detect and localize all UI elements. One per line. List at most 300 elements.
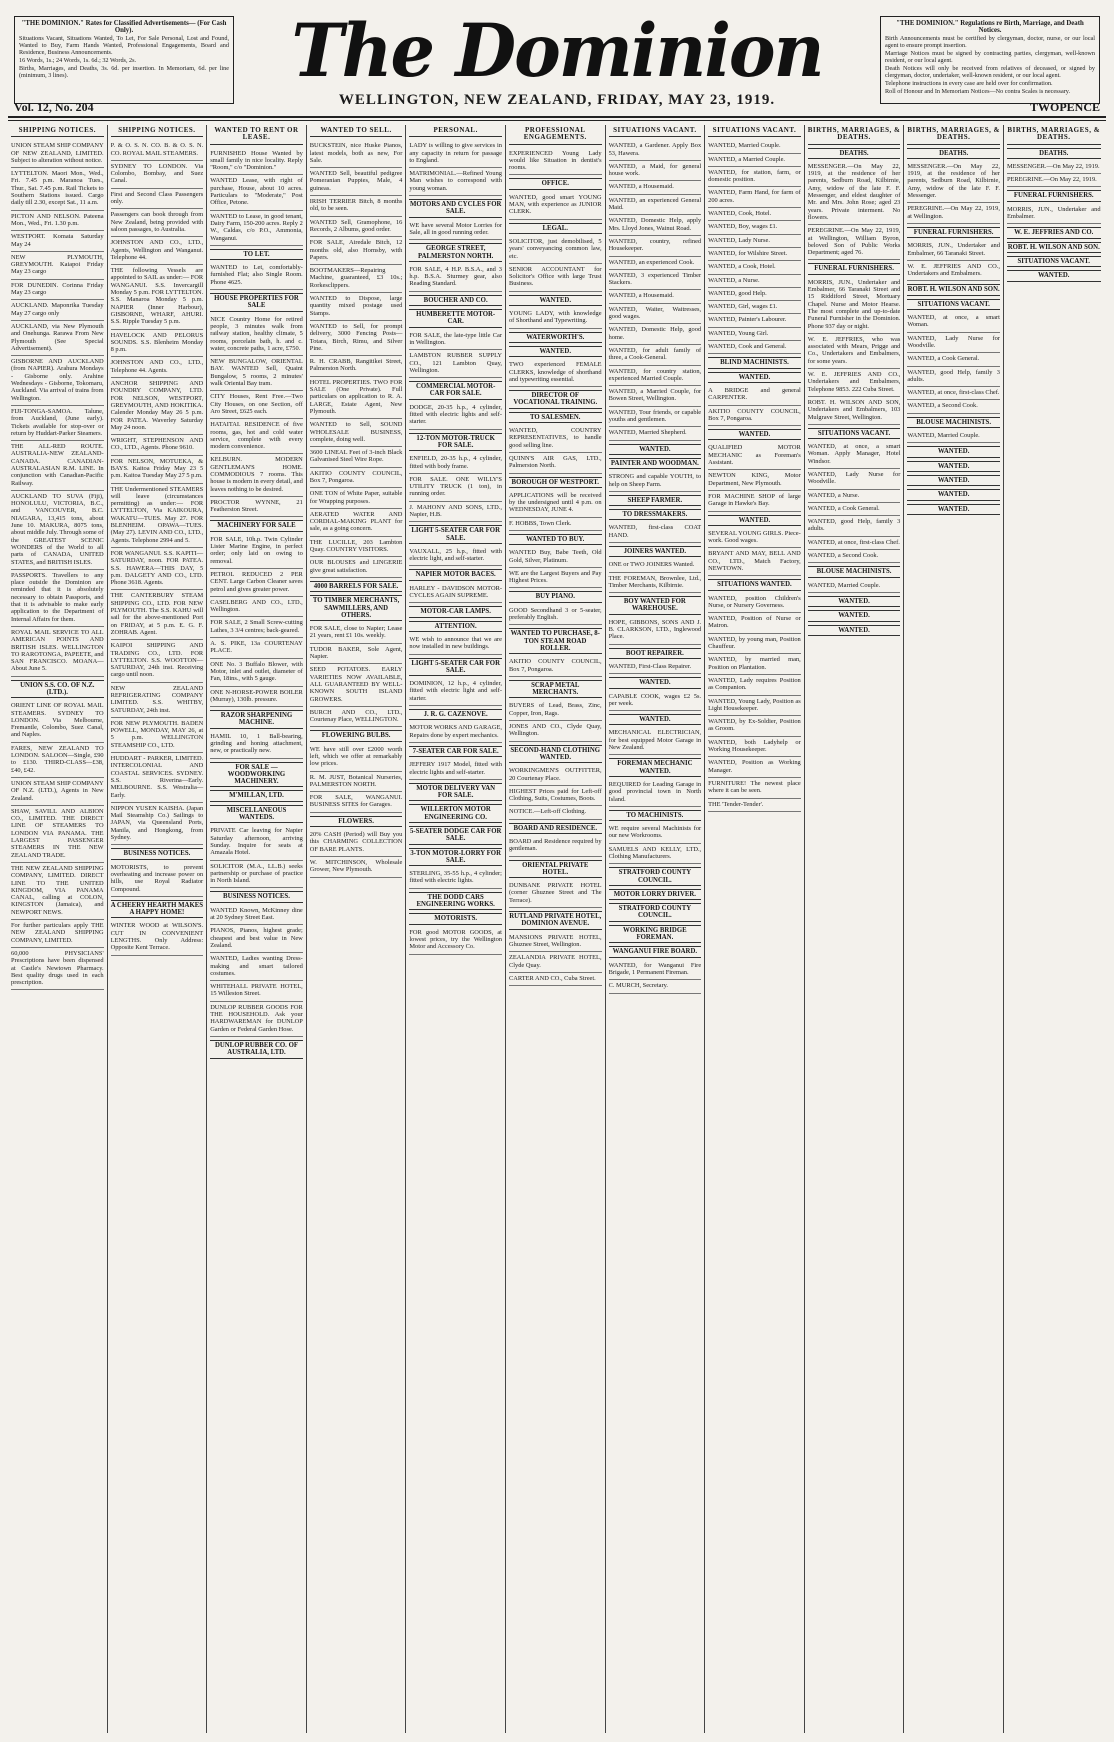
classified-ad: CARTER AND CO., Cuba Street.: [509, 973, 602, 986]
classified-ad: SEED POTATOES. EARLY VARIETIES NOW AVAILABLE, ALL GUARANTEED BY WELL-KNOWN SOUTH ISLAND GROWERS.: [310, 664, 403, 706]
classified-ad: WANTED, at once, first-class Chef.: [808, 537, 901, 550]
classified-ad: FOR DUNEDIN. Corinna Friday May 23 cargo: [11, 280, 104, 301]
classified-ad: WANTED, Married Couple.: [907, 430, 1000, 443]
section-subheading: WANTED.: [1007, 270, 1101, 281]
section-subheading: TO LET.: [210, 249, 303, 260]
notice-regulations-line: Roll of Honour and In Memoriam Notices—No contra Scales is necessary.: [885, 88, 1071, 95]
classified-ad: WANTED Buy, Babe Teeth, Old Gold, Silver, Platinum.: [509, 547, 602, 568]
classified-ad: FOR SALE, 10h.p. Twin Cylinder Lister Marine Engine, in perfect order; only laid on owing to removal.: [210, 534, 303, 569]
classified-ad: WANTED, for Wanganui Fire Brigade, 1 Permanent Fireman.: [609, 960, 702, 981]
classified-ad: ONE TON of White Paper, suitable for Wrapping purposes.: [310, 488, 403, 509]
classified-ad: PIANOS, Pianos, highest grade; cheapest and best value in New Zealand.: [210, 925, 303, 953]
notice-regulations-heading: "THE DOMINION." Regulations re Birth, Marriage, and Death Notices.: [896, 20, 1084, 34]
section-subheading: BOROUGH OF WESTPORT.: [509, 477, 602, 488]
section-subheading: SCRAP METAL MERCHANTS.: [509, 680, 602, 699]
classified-ad: PICTON AND NELSON. Pateena Mon., Wed., Fri. 1.30 p.m.: [11, 211, 104, 232]
column-heading: PERSONAL.: [409, 125, 502, 137]
section-subheading: 5-SEATER DODGE CAR FOR SALE.: [409, 826, 502, 845]
classified-ad: TUDOR BAKER, Sole Agent, Napier.: [310, 644, 403, 665]
classified-ad: WANTED, good Help.: [708, 288, 801, 301]
classified-ad: PRIVATE Car leaving for Napier Saturday afternoon, arriving Sunday. Inquire for seats at Amazala Hotel.: [210, 825, 303, 860]
column: [307, 125, 407, 1733]
classified-ad: WANTED, first-class COAT HAND.: [609, 522, 702, 543]
section-subheading: FUNERAL FURNISHERS.: [907, 227, 1000, 238]
classified-ad: THE LUCILLE, 203 Lambton Quay. COUNTRY VISITORS.: [310, 537, 403, 558]
section-subheading: TO SALESMEN.: [509, 412, 602, 423]
classified-ad: BOOTMAKERS—Repairing Machine, guaranteed, £3 10s.; Rorkesclippers.: [310, 265, 403, 293]
newspaper-title: The Dominion: [291, 6, 823, 95]
classified-ad: SHAW, SAVILL AND ALBION CO., LIMITED. THE DIRECT LINE OF STEAMERS TO LONDON VIA PANAMA. THE LARGEST PASSENGER STEAMERS IN THE NEW ZEALAND TRADE.: [11, 806, 104, 863]
section-subheading: 12-TON MOTOR-TRUCK FOR SALE.: [409, 433, 502, 452]
column: [8, 125, 108, 1733]
classified-ad: Passengers can book through from New Zealand, being provided with saloon passages, to Australia.: [111, 209, 204, 237]
classified-ad: WANTED, COUNTRY REPRESENTATIVES, to handle good selling line.: [509, 425, 602, 453]
masthead: [8, 6, 1106, 116]
classified-ad: BURCH AND CO., LTD., Courtenay Place, WELLINGTON.: [310, 707, 403, 728]
classified-ad: First and Second Class Passengers only.: [111, 189, 204, 210]
classified-ad: ROYAL MAIL SERVICE TO ALL AMERICAN POINTS AND BRITISH ISLES. WELLINGTON TO RAROTONGA, PAPEETE, and SAN FRANCISCO. MOANA—About June 5.: [11, 627, 104, 677]
classified-ad: W. MITCHINSON, Wholesale Grower, New Plymouth.: [310, 857, 403, 878]
section-subheading: TO MACHINISTS.: [609, 810, 702, 821]
classified-ad: SAMUELS AND KELLY, LTD., Clothing Manufacturers.: [609, 844, 702, 865]
section-subheading: BLOUSE MACHINISTS.: [907, 417, 1000, 428]
classified-ad: HARLEY - DAVIDSON MOTOR-CYCLES AGAIN SUPREME.: [409, 583, 502, 604]
section-subheading: WILLERTON MOTOR ENGINEERING CO.: [409, 804, 502, 823]
section-subheading: ROBT. H. WILSON AND SON.: [907, 284, 1000, 295]
section-subheading: TO DRESSMAKERS.: [609, 509, 702, 520]
column: [108, 125, 208, 1733]
classified-ad: WANTED, a Nurse.: [708, 275, 801, 288]
classified-ad: WANTED, Cook and General.: [708, 341, 801, 354]
section-subheading: 7-SEATER CAR FOR SALE.: [409, 746, 502, 757]
section-subheading: WANTED.: [609, 714, 702, 725]
section-subheading: WORKING BRIDGE FOREMAN.: [609, 925, 702, 944]
volume-number: Vol. 12, No. 204: [14, 100, 94, 114]
classified-ad: AERATED WATER AND CORDIAL-MAKING PLANT for sale, as a going concern.: [310, 509, 403, 537]
section-subheading: STRATFORD COUNTY COUNCIL.: [609, 867, 702, 886]
section-subheading: J. R. G. CAZENOVE.: [409, 709, 502, 720]
classified-ad: SOLICITOR, just demobilised, 5 years' conveyancing common law, etc.: [509, 236, 602, 264]
section-subheading: WANTED.: [907, 461, 1000, 472]
section-subheading: MACHINERY FOR SALE: [210, 520, 303, 531]
classified-ad: 20% CASH (Period) will Buy you this CHARMING COLLECTION OF BARE PLANTS.: [310, 829, 403, 857]
notice-regulations-line: Death Notices will only be received from relatives of deceased, or signed by clergyman, doctor, undertaker, well-known resident, or our local agent.: [885, 65, 1095, 79]
classified-ad: FOR SALE. ONE WILLY'S UTILITY TRUCK (1 ton), in running order.: [409, 474, 502, 502]
classified-ad: WANTED, good Help, family 3 adults.: [907, 367, 1000, 388]
classified-ad: A. S. PIKE, 13a COURTENAY PLACE.: [210, 638, 303, 659]
classified-ad: R. H. CRABB, Rangitikei Street, Palmerston North.: [310, 356, 403, 377]
classified-ad: HUDDART - PARKER, LIMITED. INTERCOLONIAL AND COASTAL SERVICES. SYDNEY. S.S. Riverina—Early. MELBOURNE. S.S. Westralia—Early.: [111, 753, 204, 803]
column: [1004, 125, 1104, 1733]
classified-ad: NIPPON YUSEN KAISHA. (Japan Mail Steamship Co.) Sailings to JAPAN, via Queensland Ports, Manila, and Hongkong, from Sydney.: [111, 803, 204, 845]
classified-ad: WANTED, a Married Couple.: [708, 154, 801, 167]
classified-ad: WANTED to Sell, for prompt delivery, 3000 Fencing Posts—Totara, Birch, Rimu, and Silver Pine.: [310, 321, 403, 356]
classified-ad: FOR MACHINE SHOP of large Garage in Hawke's Bay.: [708, 491, 801, 512]
classified-ad: LADY is willing to give services in any capacity in return for passage to England.: [409, 140, 502, 168]
section-subheading: WANTED.: [609, 444, 702, 455]
section-subheading: PAINTER AND WOODMAN.: [609, 458, 702, 469]
section-subheading: STRATFORD COUNTY COUNCIL.: [609, 903, 702, 922]
section-subheading: GEORGE STREET, PALMERSTON NORTH.: [409, 243, 502, 262]
classified-ad: WANTED, Position as Working Manager.: [708, 757, 801, 778]
classified-ad: WANTED, both Ladyhelp or Working Housekeeper.: [708, 737, 801, 758]
classified-ad: DOMINION, 12 h.p., 4 cylinder, fitted with electric light and self-starter.: [409, 678, 502, 706]
section-subheading: SITUATIONS VACANT.: [907, 299, 1000, 310]
classified-ad: W. E. JEFFRIES AND CO., Undertakers and Embalmers, Telephone 9853. 222 Cuba Street.: [808, 369, 901, 397]
classified-ad: HAVELOCK AND PELORUS SOUNDS. S.S. Blenheim Monday 8 p.m.: [111, 330, 204, 358]
section-subheading: FUNERAL FURNISHERS.: [1007, 190, 1101, 201]
classified-ad: GOOD Secondhand 3 or 5-seater, preferably English.: [509, 605, 602, 626]
section-subheading: M'MILLAN, LTD.: [210, 790, 303, 801]
classified-ad: WANTED, good Help, family 3 adults.: [808, 516, 901, 537]
column: [805, 125, 905, 1733]
classified-ad: SYDNEY TO LONDON. Via Colombo, Bombay, and Suez Canal.: [111, 161, 204, 189]
column-heading: BIRTHS, MARRIAGES, & DEATHS.: [1007, 125, 1101, 145]
classified-ad: WANTED, a Maid, for general house work.: [609, 161, 702, 182]
classified-ad: WANTED to Let, comfortably-furnished Flat; also Single Room. Phone 4625.: [210, 262, 303, 290]
classified-ad: IRISH TERRIER Bitch, 8 months old, to be seen.: [310, 196, 403, 217]
section-subheading: ORIENTAL PRIVATE HOTEL.: [509, 860, 602, 879]
classified-ad: WANTED, a Cook General.: [907, 353, 1000, 366]
section-subheading: WANGANUI FIRE BOARD.: [609, 946, 702, 957]
classified-ad: 60,000 PHYSICIANS' Prescriptions have been dispensed at Castle's Newtown Pharmacy. Best quality drugs used in each prescription.: [11, 948, 104, 990]
classified-ad: WE are the Largest Buyers and Pay Highest Prices.: [509, 568, 602, 589]
section-subheading: ROBT. H. WILSON AND SON.: [1007, 242, 1101, 253]
columns-area: [8, 125, 1106, 1733]
classified-ad: WANTED, for station, farm, or domestic position.: [708, 167, 801, 188]
classified-ad: PEREGRINE.—On May 22, 1919.: [1007, 174, 1101, 187]
volume-bar: [8, 98, 1106, 116]
classified-ad: JEFFERY 1917 Model, fitted with electric lights and self-starter.: [409, 759, 502, 780]
classified-ad: MECHANICAL ELECTRICIAN, for best equipped Motor Garage in New Zealand.: [609, 727, 702, 755]
section-subheading: MOTOR LORRY DRIVER.: [609, 889, 702, 900]
classified-ad: ORIENT LINE OF ROYAL MAIL STEAMERS. SYDNEY TO LONDON. Via Melbourne, Fremantle, Colombo, Suez Canal, and Naples.: [11, 700, 104, 742]
classified-ad: JONES AND CO., Clyde Quay, Wellington.: [509, 721, 602, 742]
classified-ad: NOTICE.—Left-off Clothing.: [509, 806, 602, 819]
classified-ad: WANTED, an experienced General Maid.: [609, 195, 702, 216]
section-subheading: A CHEERY HEARTH MAKES A HAPPY HOME!: [111, 900, 204, 919]
column-heading: WANTED TO SELL.: [310, 125, 403, 137]
classified-ad: FURNITURE! The newest place where it can be seen.: [708, 778, 801, 799]
classified-ad: WANTED, Married Shepherd.: [609, 427, 702, 440]
classified-ad: WORKINGMEN'S OUTFITTER, 20 Courtenay Place.: [509, 765, 602, 786]
classified-ad: UNION STEAM SHIP COMPANY OF NEW ZEALAND, LIMITED. Subject to alteration without notice.: [11, 140, 104, 168]
section-subheading: MOTORS AND CYCLES FOR SALE.: [409, 199, 502, 218]
classified-ad: EXPERIENCED Young Lady would like Situation in dentist's rooms.: [509, 148, 602, 176]
section-subheading: FLOWERING BULBS.: [310, 730, 403, 741]
section-subheading: BOOT REPAIRER.: [609, 648, 702, 659]
classified-ad: FIJI-TONGA-SAMOA. Talune, from Auckland, (June early). Tickets available for stop-over or return by Huddart-Parker Steamers.: [11, 406, 104, 441]
section-subheading: BOUCHER AND CO.: [409, 295, 502, 306]
classified-ad: LYTTELTON. Maori Mon., Wed., Fri. 7.45 p.m. Maranoa Tues., Thur., Sat. 7.45 p.m. Rail Tickets to Southern Stations issued. Cargo daily till 2.30, except Sat., 11 a.m.: [11, 168, 104, 210]
classified-ad: YOUNG LADY, with knowledge of Shorthand and Typewriting.: [509, 308, 602, 329]
classified-ad: REQUIRED for Leading Garage in good provincial town in North Island.: [609, 779, 702, 807]
section-subheading: OFFICE.: [509, 178, 602, 189]
section-subheading: WANTED.: [808, 596, 901, 607]
section-subheading: DUNLOP RUBBER CO. OF AUSTRALIA, LTD.: [210, 1040, 303, 1059]
classified-ad: CASELBERG AND CO., LTD., Wellington.: [210, 597, 303, 618]
classified-ad: AUCKLAND TO SUVA (Fiji), HONOLULU, VICTORIA, B.C., and VANCOUVER, B.C. NIAGARA, 13,415 tons, about June 10. MAKURA, 8075 tons, about middle July. Through some of the GREATEST SCENIC WONDERS of the World to all parts of CANADA, UNITED STATES, and BRITISH ISLES.: [11, 491, 104, 570]
classified-ad: WANTED, a Gardener. Apply Box 53, Hawera.: [609, 140, 702, 161]
classified-ad: JOHNSTON AND CO., LTD., Agents, Wellington and Wanganui. Telephone 44.: [111, 237, 204, 265]
classified-ad: WANTED, Married Couple.: [808, 580, 901, 593]
section-subheading: LIGHT 5-SEATER CAR FOR SALE.: [409, 525, 502, 544]
section-subheading: MOTOR DELIVERY VAN FOR SALE.: [409, 783, 502, 802]
classified-ad: WANTED, a Cook, Hotel.: [708, 261, 801, 274]
section-subheading: BUSINESS NOTICES.: [111, 848, 204, 859]
classified-ad: MOTORISTS, to prevent overheating and increase power on hills, use Royal Radiator Compound.: [111, 862, 204, 897]
classified-ad: WANTED, a Housemaid.: [609, 290, 702, 303]
classified-ad: DUNLOP RUBBER GOODS FOR THE HOUSEHOLD. Ask your HARDWAREMAN for DUNLOP Garden or Federal Garden Hose.: [210, 1002, 303, 1037]
classified-ad: AKITIO COUNTY COUNCIL, Box 7, Pongaroa.: [708, 406, 801, 427]
column-heading: WANTED TO RENT OR LEASE.: [210, 125, 303, 145]
issue-price: TWOPENCE: [1029, 100, 1100, 114]
section-subheading: SITUATIONS VACANT.: [808, 428, 901, 439]
classified-ad: 3600 LINEAL Feet of 3-inch Black Galvanised Steel Wire Rope.: [310, 447, 403, 468]
classified-ad: WANTED, country, refined Housekeeper.: [609, 236, 702, 257]
classified-ad: PROCTOR WYNNE, 21 Featherston Street.: [210, 497, 303, 518]
section-subheading: COMMERCIAL MOTOR-CAR FOR SALE.: [409, 381, 502, 400]
column: [904, 125, 1004, 1733]
classified-ad: WANTED, a Housemaid.: [609, 181, 702, 194]
classified-ad: THE NEW ZEALAND SHIPPING COMPANY, LIMITED. DIRECT LINE TO THE UNITED KINGDOM, VIA PANAMA CANAL, calling at COLON, KINGSTON (Jamaica), and NEWPORT NEWS.: [11, 863, 104, 920]
classified-ad: MANSIONS PRIVATE HOTEL, Ghuznee Street, Wellington.: [509, 932, 602, 953]
classified-ad: WANTED, Waiter, Waitresses, good wages.: [609, 304, 702, 325]
classified-ad: WANTED, Cook, Hotel.: [708, 208, 801, 221]
classified-ad: AUCKLAND. Maponrika Tuesday May 27 cargo only: [11, 300, 104, 321]
classified-ad: THE ALL-RED ROUTE. AUSTRALIA-NEW ZEALAND-CANADA. CANADIAN-AUSTRALASIAN R.M. LINE. In conjunction with Canadian-Pacific Railway.: [11, 441, 104, 491]
classified-ad: FOR SALE, WANGANUI. BUSINESS SITES for Garages.: [310, 792, 403, 813]
classified-ad: WANTED, a Cook General.: [808, 503, 901, 516]
classified-ad: FOR SALE, 2 Small Screw-cutting Lathes, 3 3/4 centres; back-geared.: [210, 617, 303, 638]
classified-ad: FOR SALE, the late-type little Car in Wellington.: [409, 330, 502, 351]
section-subheading: SITUATIONS VACANT.: [1007, 256, 1101, 267]
classified-ad: WANTED, position Children's Nurse, or Nursery Governess.: [708, 593, 801, 614]
classified-ad: BRYANT AND MAY, BELL AND CO., LTD., Match Factory, NEWTOWN.: [708, 548, 801, 576]
column-heading: SHIPPING NOTICES.: [11, 125, 104, 137]
classified-ad: FARES, NEW ZEALAND TO LONDON. SALOON—Single, £90 to £130. THIRD-CLASS—£38, £40, £42.: [11, 743, 104, 778]
notice-regulations-line: Marriage Notices must be signed by contracting parties, clergyman, well-known resident, or our local agent.: [885, 50, 1095, 64]
section-subheading: SHEEP FARMER.: [609, 495, 702, 506]
classified-ad: WANTED Lease, with right of purchase, House, about 10 acres. Particulars to "Moderate," Post Office, Petone.: [210, 175, 303, 210]
section-subheading: LIGHT 5-SEATER CAR FOR SALE.: [409, 658, 502, 677]
classified-ad: WANTED, Girl, wages £1.: [708, 301, 801, 314]
classified-ad: WANTED, Position of Nurse or Matron.: [708, 613, 801, 634]
section-subheading: WANTED.: [907, 475, 1000, 486]
classified-ad: WANTED, by married man, Position on Plantation.: [708, 654, 801, 675]
classified-ad: VAUXALL, 25 h.p., fitted with electric light, and self-starter.: [409, 546, 502, 567]
section-subheading: BLIND MACHINISTS.: [708, 357, 801, 368]
classified-ad: WANTED, by young man, Position Chauffeur.: [708, 634, 801, 655]
section-subheading: WANTED.: [509, 295, 602, 306]
classified-ad: NICE Country Home for retired people, 3 minutes walk from railway station, healthy climate, 5 rooms, porcelain bath, h. and c. water, concrete paths, 1 acre, £750.: [210, 314, 303, 356]
classified-ad: CAPABLE COOK, wages £2 5s. per week.: [609, 691, 702, 712]
section-subheading: HOUSE PROPERTIES FOR SALE: [210, 293, 303, 312]
classified-ad: A BRIDGE and general CARPENTER.: [708, 385, 801, 406]
column: [506, 125, 606, 1733]
classified-ad: STRONG and capable YOUTH, to help on Sheep Farm.: [609, 471, 702, 492]
classified-ad: KAIPOI SHIPPING AND TRADING CO., LTD. FOR LYTTELTON. S.S. WOOTTON—SATURDAY, 24th inst. Receiving cargo until noon.: [111, 640, 204, 682]
classified-ad: HOPE, GIBBONS, SONS AND J. B. CLARKSON, LTD., Inglewood Place.: [609, 617, 702, 645]
classified-ad: WANTED, good smart YOUNG MAN, with experience as JUNIOR CLERK.: [509, 192, 602, 220]
classified-ad: WANTED, First-Class Repairer.: [609, 661, 702, 674]
classified-ad: ONE or TWO JOINERS Wanted.: [609, 559, 702, 572]
classified-ad: THE Undermentioned STEAMERS will leave (circumstances permitting) as under:— FOR LYTTELTON, Via KAIKOURA, WAKATU—TUES. May 27. FOR BLENHEIM. OPAWA—TUES. (May 27). LEVIN AND CO., LTD., Agents. Telephone 2994 and 5.: [111, 484, 204, 548]
section-subheading: WANTED.: [708, 372, 801, 383]
section-subheading: BOY WANTED FOR WAREHOUSE.: [609, 596, 702, 615]
classified-ad: ANCHOR SHIPPING AND FOUNDRY COMPANY, LTD. FOR NELSON, WESTPORT, GREYMOUTH, AND HOKITIKA. Calender Monday May 26 5 p.m. FOR PATEA. Waverley Saturday May 24 noon.: [111, 378, 204, 435]
section-subheading: DIRECTOR OF VOCATIONAL TRAINING.: [509, 390, 602, 409]
classified-ad: WHITEHALL PRIVATE HOTEL, 15 Willeston Street.: [210, 981, 303, 1002]
classified-ad: WANTED, for adult family of three, a Cook-General.: [609, 345, 702, 366]
classified-ad: ONE N-HORSE-POWER BOILER (Murray), 130lb. pressure.: [210, 687, 303, 708]
classified-ad: OUR BLOUSES and LINGERIE give great satisfaction.: [310, 557, 403, 578]
column: [606, 125, 706, 1733]
section-subheading: ATTENTION.: [409, 621, 502, 632]
classified-ad: HIGHEST Prices paid for Left-off Clothing, Suits, Costumes, Boots.: [509, 786, 602, 807]
section-subheading: BUSINESS NOTICES.: [210, 891, 303, 902]
classified-rates-box: [14, 16, 234, 104]
classified-ad: WANTED, a Nurse.: [808, 490, 901, 503]
classified-ad: WANTED, Lady Nurse for Woodville.: [808, 469, 901, 490]
classified-ad: FOR SALE, close to Napier; Lease 21 years, rent £1 10s. weekly.: [310, 623, 403, 644]
classified-ad: PETROL REDUCED 2 PER CENT. Large Carbon Cleaner saves petrol and gives greater power.: [210, 569, 303, 597]
classified-ad: NEWTON KING, Motor Department, New Plymouth.: [708, 470, 801, 491]
classified-ad: WE have several Motor Lorries for Sale, all in good running order.: [409, 220, 502, 241]
classified-ad: PASSPORTS. Travellers to any place outside the Dominion are reminded that it is absolutely necessary to obtain Passports, and that it is advisable to make early application to the Department of Internal Affairs for them.: [11, 570, 104, 627]
classified-ad: TWO experienced FEMALE CLERKS, knowledge of shorthand and typewriting essential.: [509, 359, 602, 387]
classified-ad: QUALIFIED MOTOR MECHANIC as Foreman's Assistant.: [708, 442, 801, 470]
classified-ad: WANTED, a Married Couple, for Bowen Street, Wellington.: [609, 386, 702, 407]
classified-ad: W. E. JEFFRIES AND CO., Undertakers and Embalmers.: [907, 261, 1000, 282]
section-subheading: HUMBERETTE MOTOR-CAR.: [409, 309, 502, 328]
classified-ad: WANTED, Domestic Help, apply Mrs. Lloyd Jones, Wainui Road.: [609, 215, 702, 236]
classified-ad: WANTED, for Wilshire Street.: [708, 248, 801, 261]
column: [406, 125, 506, 1733]
dateline: WELLINGTON, NEW ZEALAND, FRIDAY, MAY 23, 1919.: [338, 92, 776, 108]
column-heading: SITUATIONS VACANT.: [708, 125, 801, 137]
section-subheading: FUNERAL FURNISHERS.: [808, 263, 901, 274]
classified-ad: For further particulars apply THE NEW ZEALAND SHIPPING COMPANY, LIMITED.: [11, 920, 104, 948]
notice-regulations-box: [880, 16, 1100, 104]
section-subheading: FOREMAN MECHANIC WANTED.: [609, 758, 702, 777]
section-subheading: DEATHS.: [907, 148, 1000, 159]
classified-rates-line: Situations Vacant, Situations Wanted, To Let, For Sale Personal, Lost and Found, Wanted to Buy, Farm Hands Wanted, Professional Engagements, Board and Residence, Business Announcements.: [19, 35, 229, 56]
classified-ad: WANTED, at once, a smart Woman.: [907, 312, 1000, 333]
classified-ad: FURNISHED House Wanted by small family in nice locality. Reply "Room," c/o "Dominion.": [210, 148, 303, 176]
classified-ad: MESSENGER.—On May 22, 1919, at the residence of her parents, Sedburn Road, Kilbirnie, Amy, widow of the late F. F. Messenger.: [907, 161, 1000, 203]
section-subheading: WANTED TO PURCHASE, 8-TON STEAM ROAD ROLLER.: [509, 628, 602, 654]
classified-ad: WE require several Machinists for our new Workrooms.: [609, 823, 702, 844]
section-subheading: WANTED.: [509, 346, 602, 357]
section-subheading: UNION S.S. CO. OF N.Z. (LTD.).: [11, 680, 104, 699]
column-heading: BIRTHS, MARRIAGES, & DEATHS.: [907, 125, 1000, 145]
classified-ad: ZEALANDIA PRIVATE HOTEL, Clyde Quay.: [509, 952, 602, 973]
classified-ad: FOR WANGANUI. S.S. KAPITI—SATURDAY, noon. FOR PATEA. S.S. HAWERA—THIS DAY, 5 p.m. DALGETY AND CO., LTD. Phone 3618. Agents.: [111, 548, 204, 590]
classified-ad: ROBT. H. WILSON AND SON, Undertakers and Embalmers, 103 Mulgrave Street, Wellington.: [808, 397, 901, 425]
classified-ad: WANTED to Dispose, large quantity mixed postage used Stamps.: [310, 293, 403, 321]
section-subheading: FLOWERS.: [310, 816, 403, 827]
section-subheading: JOINERS WANTED.: [609, 546, 702, 557]
section-subheading: MOTORISTS.: [409, 913, 502, 924]
section-subheading: WANTED.: [907, 504, 1000, 515]
classified-ad: WANTED, Domestic Help, good home.: [609, 324, 702, 345]
section-subheading: 4000 BARRELS FOR SALE.: [310, 581, 403, 592]
classified-ad: WANTED, 3 experienced Timber Stackers.: [609, 270, 702, 291]
section-subheading: WANTED.: [708, 429, 801, 440]
classified-ad: APPLICATIONS will be received by the undersigned until 4 p.m. on WEDNESDAY, JUNE 4.: [509, 490, 602, 518]
classified-ad: F. HOBBS, Town Clerk.: [509, 518, 602, 531]
section-subheading: WATERWORTH'S.: [509, 332, 602, 343]
masthead-rule: [8, 116, 1106, 118]
classified-ad: C. MURCH, Secretary.: [609, 980, 702, 993]
classified-ad: NEW ZEALAND REFRIGERATING COMPANY LIMITED. S.S. WHITBY, SATURDAY, 24th inst.: [111, 683, 204, 718]
section-subheading: W. E. JEFFRIES AND CO.: [1007, 227, 1101, 238]
classified-ad: BUCKSTEIN, nice Huske Pianos, latest models, both as new, For Sale.: [310, 140, 403, 168]
section-subheading: MOTOR-CAR LAMPS.: [409, 606, 502, 617]
notice-regulations-line: Telephone instructions in every case are held over for confirmation.: [885, 80, 1053, 87]
classified-ad: WANTED, Boy, wages £1.: [708, 221, 801, 234]
classified-ad: WE have still over £2000 worth left, which we offer at remarkably low prices.: [310, 744, 403, 772]
column-heading: BIRTHS, MARRIAGES, & DEATHS.: [808, 125, 901, 145]
classified-ad: WRIGHT, STEPHENSON AND CO., LTD., Agents. Phone 9610.: [111, 435, 204, 456]
classified-ad: BOARD and Residence required by gentleman.: [509, 836, 602, 857]
classified-ad: WINTER WOOD at WILSON'S. CUT IN CONVENIENT LENGTHS. Only Address: Opposite Kent Terrace.: [111, 920, 204, 955]
section-subheading: LEGAL.: [509, 223, 602, 234]
section-subheading: WANTED.: [808, 625, 901, 636]
classified-ad: THE following Vessels are appointed to SAIL as under:— FOR WANGANUI. S.S. Invercargill Monday 5 p.m. FOR LYTTELTON. S.S. Manaroa Monday 5 p.m. NAPIER (Inner Harbour), GISBORNE, WHARF, AHURI. S.S. Ripple Tuesday 5 p.m.: [111, 265, 204, 329]
classified-ad: WANTED, by Ex-Soldier, Position as Groom.: [708, 716, 801, 737]
classified-ad: WANTED, a Second Cook.: [808, 550, 901, 563]
section-subheading: MISCELLANEOUS WANTEDS.: [210, 805, 303, 824]
classified-ad: FOR SALE, Airedale Bitch, 12 months old, also Hornsby, with Papers.: [310, 237, 403, 265]
classified-ad: WANTED, Young Lady, Position as Light Housekeeper.: [708, 696, 801, 717]
section-subheading: WANTED.: [708, 515, 801, 526]
classified-ad: FOR NEW PLYMOUTH. BADEN POWELL, MONDAY, MAY 26, at 5 p.m. WELLINGTON STEAMSHIP CO., LTD.: [111, 718, 204, 753]
classified-ad: LAMBTON RUBBER SUPPLY CO., 121 Lambton Quay, Wellington.: [409, 350, 502, 378]
classified-ad: FOR SALE, 4 H.P. B.S.A., and 3 h.p. B.S.A. Sturmey gear, also Reading Standard.: [409, 264, 502, 292]
classified-ad: BUYERS of Lead, Brass, Zinc, Copper, Iron, Rags.: [509, 700, 602, 721]
section-subheading: DEATHS.: [1007, 148, 1101, 159]
column: [705, 125, 805, 1733]
section-subheading: BOARD AND RESIDENCE.: [509, 823, 602, 834]
classified-ad: WANTED, at once, a smart Woman. Apply Manager, Hotel Windsor.: [808, 441, 901, 469]
classified-ad: WANTED to Sell, SOUND WHOLESALE BUSINESS, complete, doing well.: [310, 419, 403, 447]
section-subheading: WANTED TO BUY.: [509, 534, 602, 545]
classified-ad: NEW BUNGALOW, ORIENTAL BAY. WANTED Sell, Quaint Bungalow, 5 rooms, 2 minutes' walk Oriental Bay tram.: [210, 356, 303, 391]
classified-ad: PEREGRINE.—On May 22, 1919, at Wellington.: [907, 203, 1000, 224]
classified-ad: CITY Houses, Rent Free.—Two City Houses, on one Section, off Aro Street, £625 each.: [210, 391, 303, 419]
classified-ad: FOR NELSON, MOTUEKA, & BAYS. Kaitoa Friday May 23 5 p.m. Kaitoa Tuesday May 27 5 p.m.: [111, 456, 204, 484]
column-heading: SHIPPING NOTICES.: [111, 125, 204, 137]
classified-ad: SOLICITOR (M.A., LL.B.) seeks partnership or purchase of practice in North Island.: [210, 861, 303, 889]
section-subheading: DEATHS.: [808, 148, 901, 159]
classified-ad: WANTED Known, McKinney dine at 20 Sydney Street East.: [210, 905, 303, 926]
classified-ad: WE wish to announce that we are now installed in new buildings.: [409, 634, 502, 655]
section-subheading: SITUATIONS WANTED.: [708, 579, 801, 590]
section-subheading: FOR SALE — WOODWORKING MACHINERY.: [210, 762, 303, 788]
classified-ad: R. M. JUST, Botanical Nurseries, PALMERSTON NORTH.: [310, 772, 403, 793]
classified-ad: ONE No. 3 Buffalo Blower, with Motor, inlet and outlet, diameter of Fan, 18ins., with 5 gauge.: [210, 659, 303, 687]
classified-ad: WANTED Sell, beautiful pedigree Pomeranian Puppies, Male, 4 guineas.: [310, 168, 403, 196]
column-heading: PROFESSIONAL ENGAGEMENTS.: [509, 125, 602, 145]
classified-ad: WANTED, for country station, experienced Married Couple.: [609, 366, 702, 387]
section-subheading: RAZOR SHARPENING MACHINE.: [210, 710, 303, 729]
classified-rates-heading: "THE DOMINION." Rates for Classified Advertisements— (For Cash Only).: [21, 20, 227, 34]
section-subheading: BLOUSE MACHINISTS.: [808, 566, 901, 577]
classified-ad: JOHNSTON AND CO., LTD., Telephone 44. Agents.: [111, 357, 204, 378]
classified-ad: DODGE, 20-35 h.p., 4 cylinder, fitted with electric lights and self-starter.: [409, 402, 502, 430]
